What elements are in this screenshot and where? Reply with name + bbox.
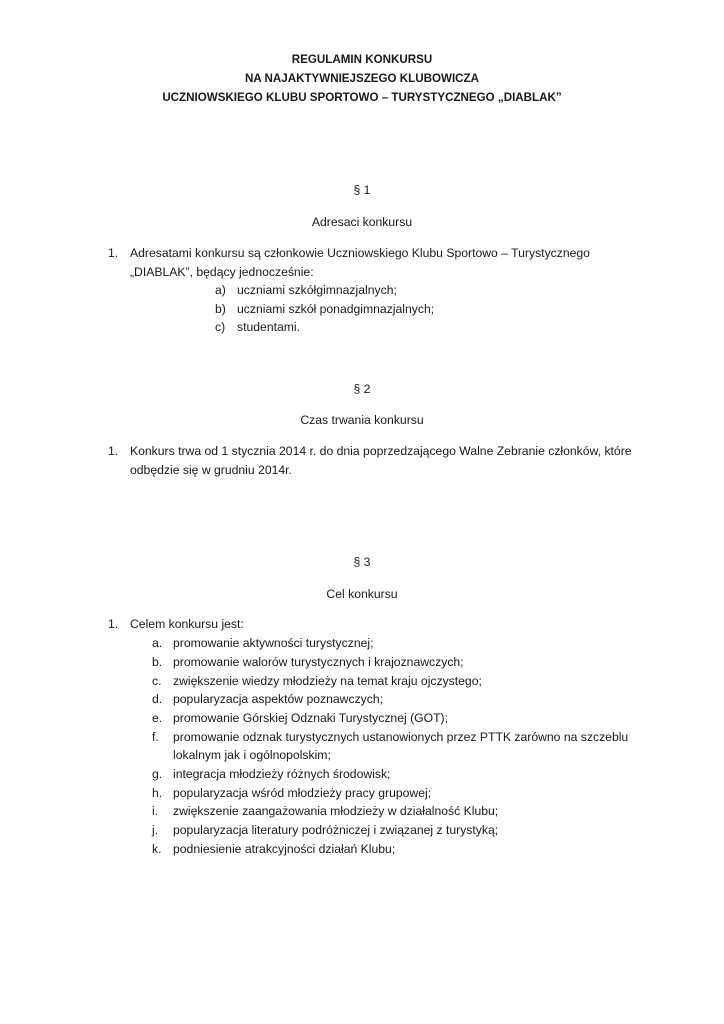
section-1-sub-item: studentami. [237,320,301,334]
section-3-sub-item: popularyzacja aspektów poznawczych; [173,692,384,706]
section-3-text: Celem konkursu jest: [130,617,244,631]
section-3-sub-marker: g. [152,767,163,781]
doc-title-line2: NA NAJAKTYWNIEJSZEGO KLUBOWICZA [244,72,480,85]
section-3-sub-marker: i. [152,804,159,818]
section-2-text-line1: Konkurs trwa od 1 stycznia 2014 r. do dnia poprzedzającego Walne Zebranie członków, które [130,444,632,458]
section-3-sub-marker: h. [152,786,163,800]
section-1-text-line2: „DIABLAK”, będący jednocześnie: [130,265,314,279]
section-1-sub-item: uczniami szkół ponadgimnazjalnych; [237,302,435,316]
section-1-text-line1: Adresatami konkursu są członkowie Uczniowskiego Klubu Sportowo – Turystycznego [130,246,590,260]
section-1-item-number: 1. [108,246,119,260]
doc-title-line1: REGULAMIN KONKURSU [291,53,433,66]
section-3-sub-marker: c. [152,674,162,688]
section-3-sub-marker: f. [152,730,159,744]
section-1-sub-marker: b) [215,302,226,316]
section-3-sub-marker: a. [152,636,163,650]
section-2-heading: Czas trwania konkursu [300,413,424,427]
section-3-sub-item: promowanie odznak turystycznych ustanowionych przez PTTK zarówno na szczeblu [173,730,629,744]
section-2-mark: § 2 [353,382,371,396]
section-3-sub-item: popularyzacja wśród młodzieży pracy grupowej; [173,786,432,800]
section-3-sub-marker: d. [152,692,163,706]
section-3-heading: Cel konkursu [326,587,398,601]
section-3-sub-marker: j. [152,823,159,837]
section-2-item-number: 1. [108,444,119,458]
section-3-sub-item: promowanie Górskiej Odznaki Turystycznej (GOT); [173,711,448,725]
section-3-mark: § 3 [353,555,371,569]
section-3-sub-item: podniesienie atrakcyjności działań Klubu; [173,842,396,856]
doc-title-line3: UCZNIOWSKIEGO KLUBU SPORTOWO – TURYSTYCZNEGO „DIABLAK” [162,91,562,104]
section-3-sub-item-continuation: lokalnym jak i ogólnopolskim; [173,748,331,762]
section-3-sub-item: popularyzacja literatury podróżniczej i związanej z turystyką; [173,823,499,837]
section-3-sub-item: integracja młodzieży różnych środowisk; [173,767,391,781]
section-3-sub-item: zwiększenie zaangażowania młodzieży w działalność Klubu; [173,804,499,818]
section-2-text-line2: odbędzie się w grudniu 2014r. [130,463,292,477]
section-3-sub-marker: b. [152,655,163,669]
section-3-sub-marker: e. [152,711,163,725]
section-3-sub-item: promowanie walorów turystycznych i krajoznawczych; [173,655,464,669]
section-3-sub-marker: k. [152,842,162,856]
section-3-sub-item: promowanie aktywności turystycznej; [173,636,374,650]
section-1-sub-item: uczniami szkółgimnazjalnych; [237,283,397,297]
section-1-sub-marker: a) [215,283,226,297]
section-1-heading: Adresaci konkursu [311,215,413,229]
section-3-sub-item: zwiększenie wiedzy młodzieży na temat kraju ojczystego; [173,674,482,688]
section-1-mark: § 1 [353,183,371,197]
section-3-item-number: 1. [108,617,119,631]
section-1-sub-marker: c) [215,320,226,334]
